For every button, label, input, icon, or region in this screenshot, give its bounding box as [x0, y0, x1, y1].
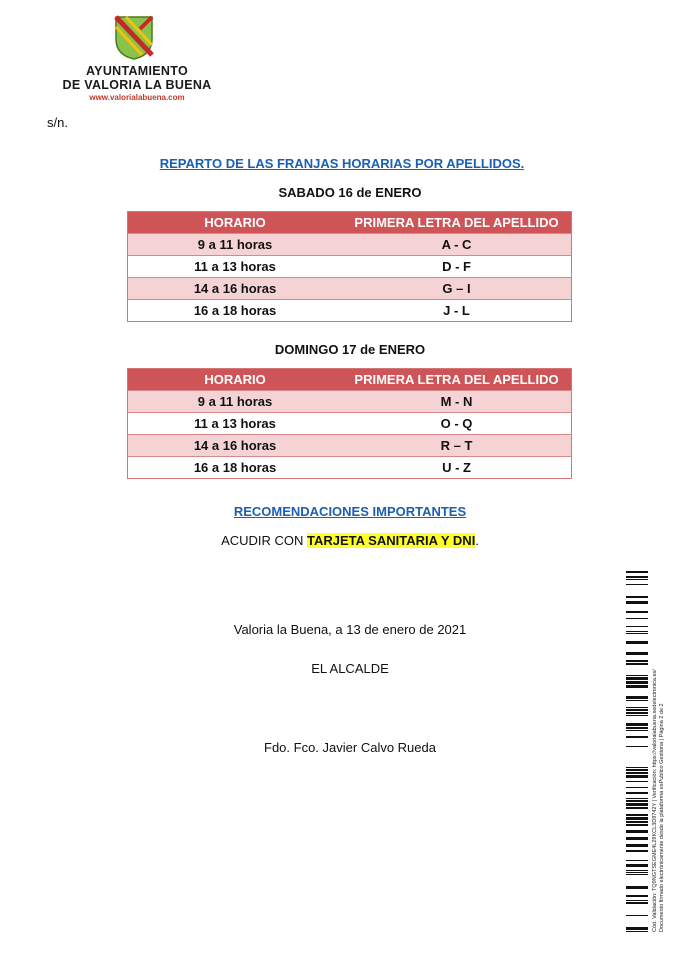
table-row	[128, 435, 572, 457]
column-header-time: HORARIO	[128, 369, 343, 391]
org-name-line2: DE VALORIA LA BUENA	[62, 78, 212, 92]
verification-text	[652, 572, 666, 932]
column-header-time: HORARIO	[128, 212, 343, 234]
letters-cell: A - C	[342, 234, 571, 256]
letters-cell: J - L	[342, 300, 571, 322]
time-cell: 16 a 18 horas	[128, 457, 343, 479]
saturday-schedule-table	[127, 211, 572, 322]
recommendation-prefix: ACUDIR CON	[221, 533, 308, 548]
column-header-letters: PRIMERA LETRA DEL APELLIDO	[342, 212, 571, 234]
recommendation-suffix: .	[475, 533, 479, 548]
coat-of-arms-logo	[112, 15, 156, 61]
municipality-header	[52, 64, 222, 102]
table-row	[128, 300, 572, 322]
table-row	[128, 234, 572, 256]
verification-line2: Documento firmado electrónicamente desde la plataforma esPublico Gestiona | Página 2 de 2	[659, 703, 665, 932]
signatory-role: EL ALCALDE	[311, 661, 389, 676]
letters-cell: D - F	[342, 256, 571, 278]
table-row	[128, 256, 572, 278]
time-cell: 9 a 11 horas	[128, 234, 343, 256]
document-title	[0, 155, 684, 173]
letters-cell: G – I	[342, 278, 571, 300]
org-name-line1: AYUNTAMIENTO	[86, 64, 188, 78]
time-cell: 16 a 18 horas	[128, 300, 343, 322]
table-row	[128, 278, 572, 300]
letters-cell: M - N	[342, 391, 571, 413]
time-cell: 14 a 16 horas	[128, 278, 343, 300]
time-cell: 11 a 13 horas	[128, 256, 343, 278]
document-title-text: REPARTO DE LAS FRANJAS HORARIAS POR APELLIDOS.	[159, 156, 525, 171]
letters-cell: U - Z	[342, 457, 571, 479]
sunday-schedule-table	[127, 368, 572, 479]
address-fragment: s/n.	[47, 115, 68, 130]
signature-line: Fdo. Fco. Javier Calvo Rueda	[264, 740, 436, 755]
letters-cell: R – T	[342, 435, 571, 457]
column-header-letters: PRIMERA LETRA DEL APELLIDO	[342, 369, 571, 391]
table-header-row	[128, 369, 572, 391]
time-cell: 14 a 16 horas	[128, 435, 343, 457]
table-row	[128, 457, 572, 479]
verification-line1: Cód. Validación: TQ9NGTSEGME4L29KCL3D9742Y | Verificación: https://valorialabuena.sedelectronica.es/	[652, 669, 658, 932]
highlighted-requirement: TARJETA SANITARIA Y DNI	[307, 533, 476, 548]
time-cell: 11 a 13 horas	[128, 413, 343, 435]
sunday-heading: DOMINGO 17 de ENERO	[274, 342, 426, 357]
time-cell: 9 a 11 horas	[128, 391, 343, 413]
table-header-row	[128, 212, 572, 234]
website-text: www.valorialabuena.com	[89, 93, 185, 102]
recommendations-heading	[0, 503, 684, 521]
table-row	[128, 391, 572, 413]
date-line: Valoria la Buena, a 13 de enero de 2021	[233, 622, 467, 637]
table-row	[128, 413, 572, 435]
recommendations-title: RECOMENDACIONES IMPORTANTES	[233, 504, 467, 519]
recommendation-text	[0, 533, 684, 548]
letters-cell: O - Q	[342, 413, 571, 435]
saturday-heading: SABADO 16 de ENERO	[278, 185, 422, 200]
